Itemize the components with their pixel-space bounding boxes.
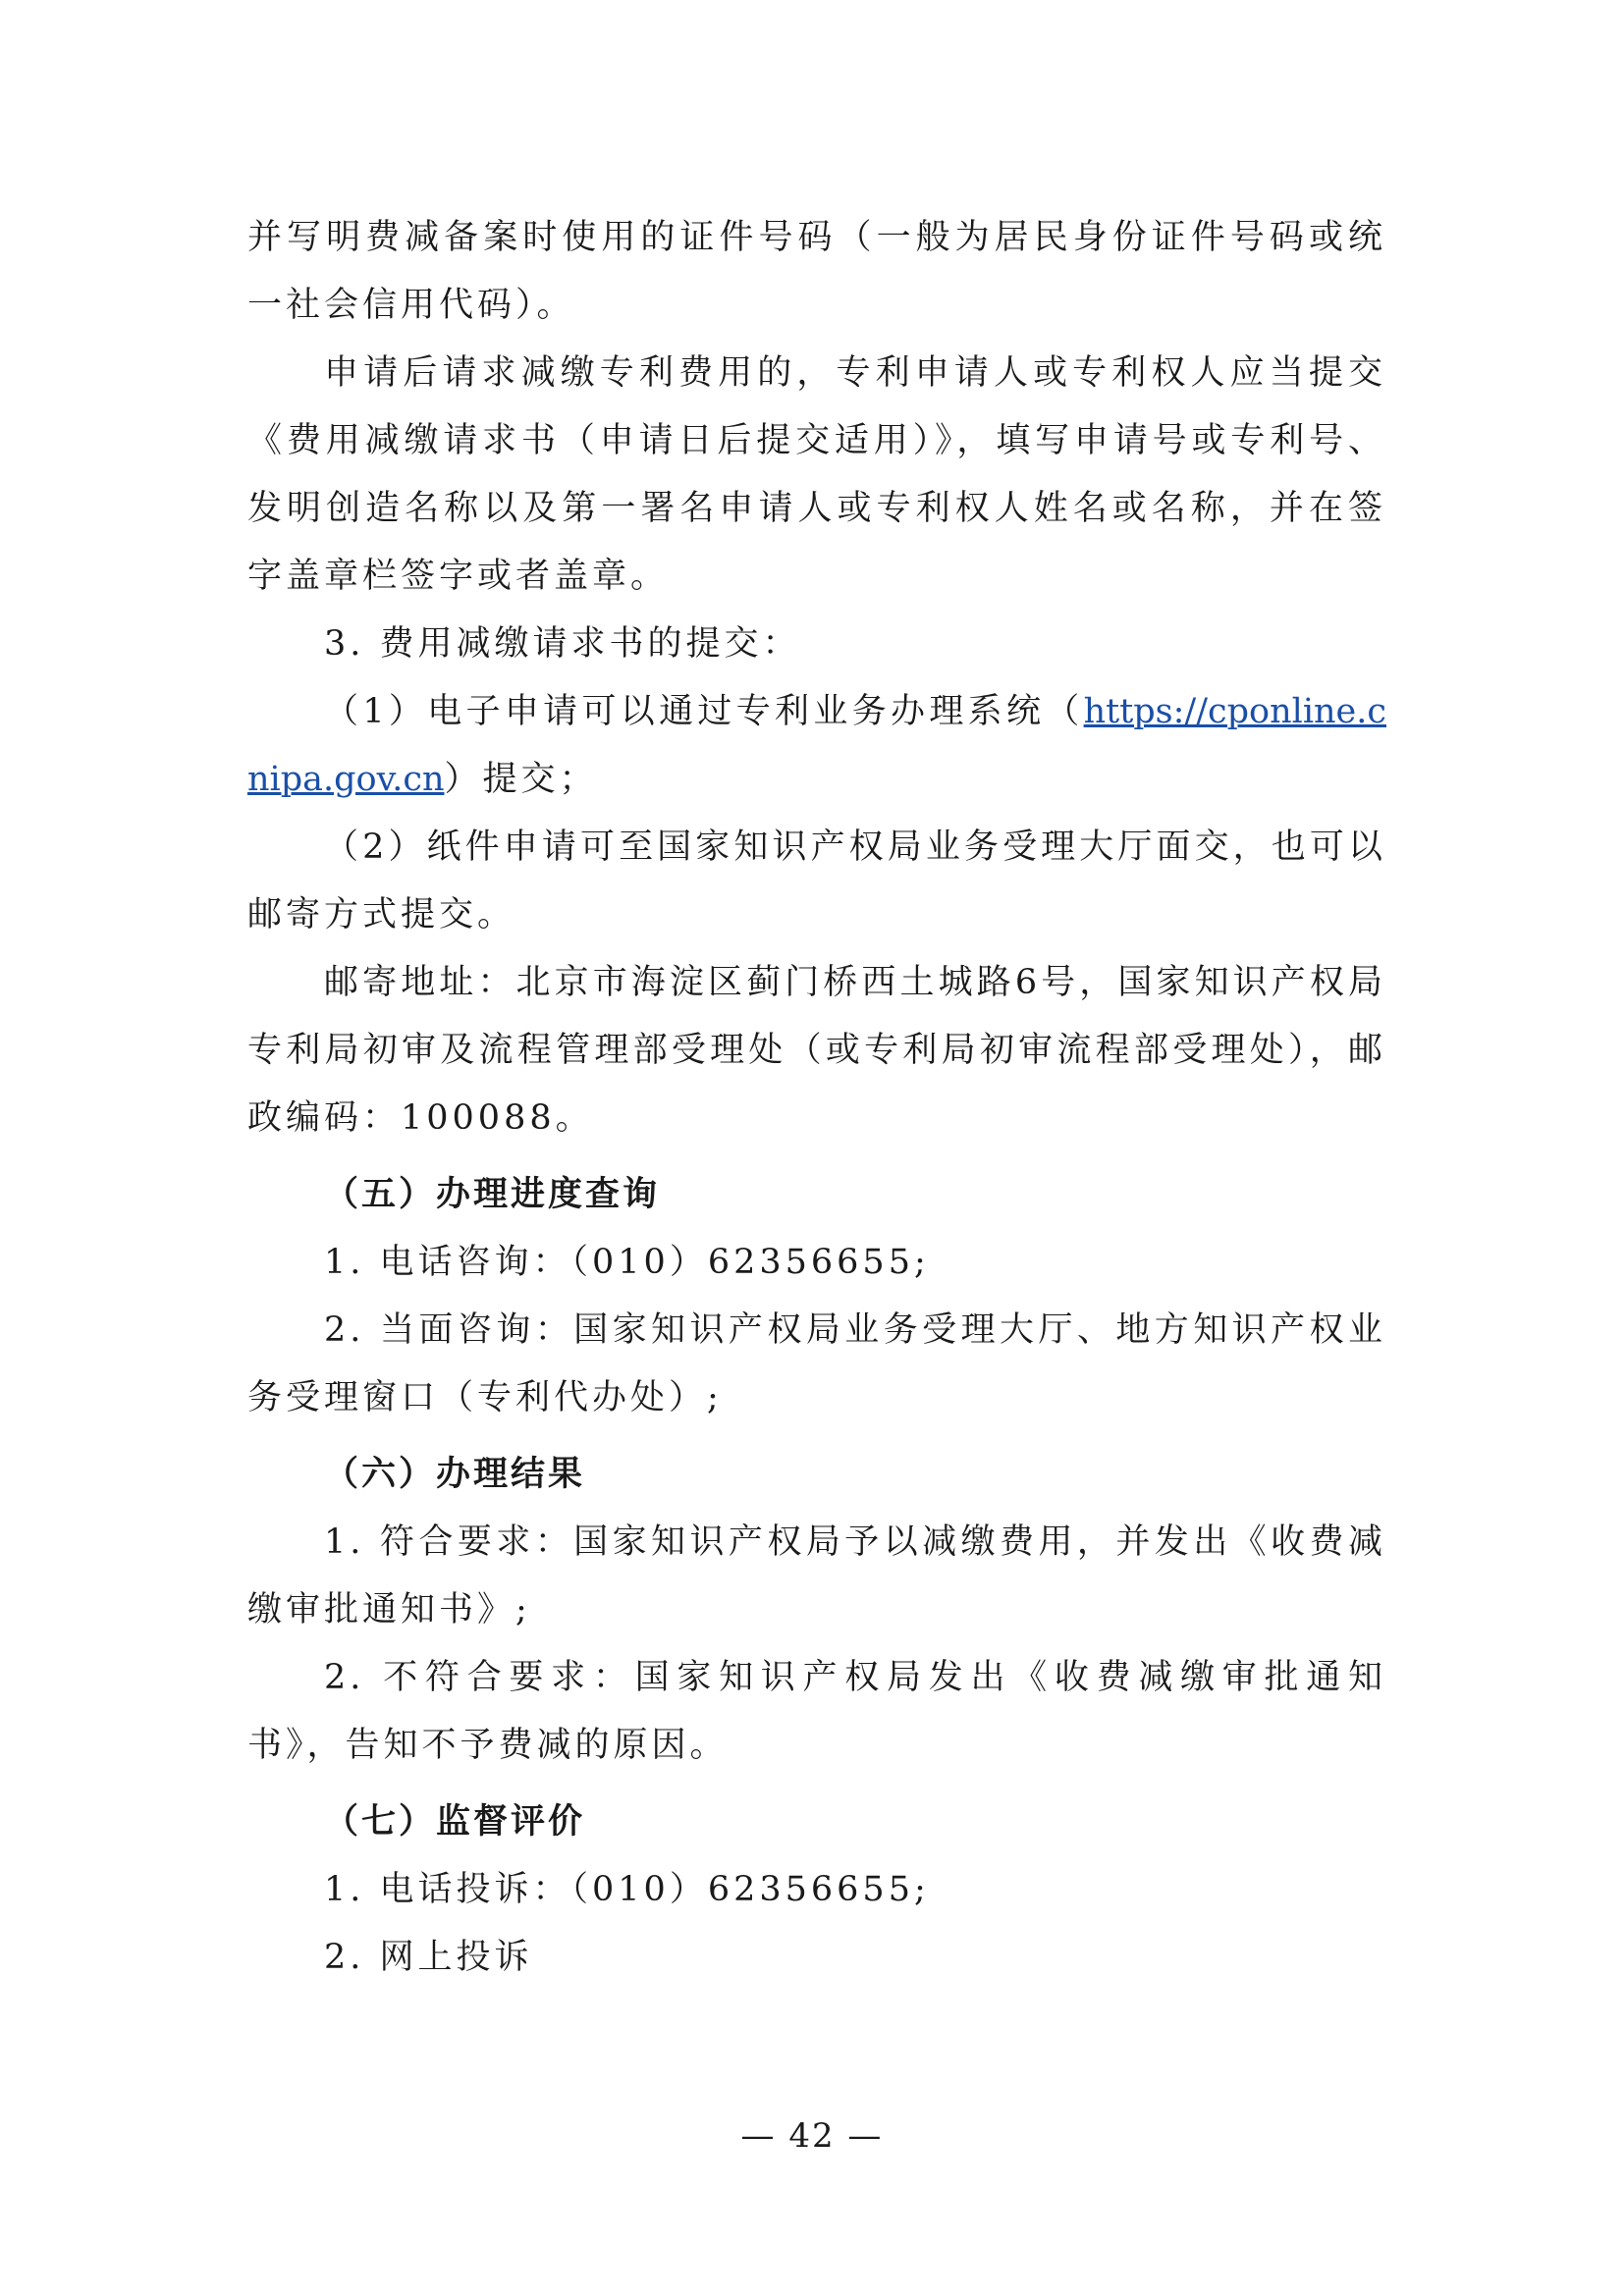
paragraph-paper-submission: （2）纸件申请可至国家知识产权局业务受理大厅面交，也可以邮寄方式提交。 [247, 828, 1386, 934]
electronic-submission-text: （1）电子申请可以通过专利业务办理系统（ [324, 692, 1084, 731]
section-gap [247, 1780, 1386, 1789]
paragraph-id-number: 并写明费减备案时使用的证件号码（一般为居民身份证件号码或统一社会信用代码）。 [247, 218, 1386, 325]
section-heading-supervision: （七）监督评价 [324, 1802, 586, 1842]
list-item-in-person-inquiry: 2. 当面咨询：国家知识产权局业务受理大厅、地方知识产权业务受理窗口（专利代办处）; [247, 1310, 1386, 1417]
list-item-online-complaint: 2. 网上投诉 [324, 1938, 533, 1977]
list-item-meets-requirements: 1. 符合要求：国家知识产权局予以减缴费用，并发出《收费减缴审批通知书》; [247, 1522, 1386, 1629]
document-body [247, 204, 1386, 1992]
section-gap [247, 1152, 1386, 1161]
list-item-phone-inquiry: 1. 电话咨询：（010）62356655; [324, 1243, 930, 1282]
list-item-not-meeting-requirements: 2. 不符合要求：国家知识产权局发出《收费减缴审批通知书》，告知不予费减的原因。 [247, 1658, 1386, 1765]
page-number: — 42 — [740, 2116, 884, 2156]
list-item-phone-complaint: 1. 电话投诉：（010）62356655; [324, 1870, 930, 1909]
section-gap [247, 1432, 1386, 1441]
paragraph-mailing-address: 邮寄地址：北京市海淀区蓟门桥西土城路6号，国家知识产权局专利局初审及流程管理部受理处（或专利局初审流程部受理处），邮政编码：100088。 [247, 963, 1386, 1138]
section-heading-result: （六）办理结果 [324, 1455, 586, 1494]
paragraph-submission-heading: 3. 费用减缴请求书的提交： [324, 624, 801, 664]
electronic-submission-suffix: ）提交； [444, 760, 598, 799]
cponline-link[interactable]: https://cponline.cnipa.gov.cn [247, 692, 1386, 799]
paragraph-electronic-submission [247, 678, 1386, 814]
paragraph-post-application-reduction: 申请后请求减缴专利费用的，专利申请人或专利权人应当提交《费用减缴请求书（申请日后提交适用）》，填写申请号或专利号、发明创造名称以及第一署名申请人或专利权人姓名或名称，并在签字盖章栏签字或者盖章。 [247, 353, 1386, 596]
section-heading-progress-query: （五）办理进度查询 [324, 1175, 661, 1214]
